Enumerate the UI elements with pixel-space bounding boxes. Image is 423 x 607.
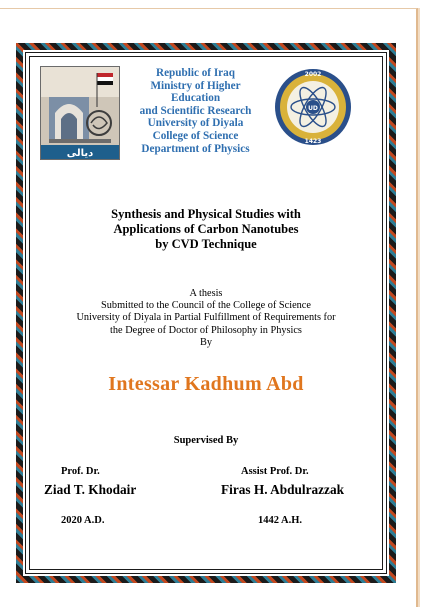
supervisor-1-rank: Prof. Dr. — [61, 466, 100, 477]
author-name: Intessar Kadhum Abd — [108, 373, 304, 395]
seal-year-bottom: 1423 — [304, 138, 322, 145]
institution-line: and Scientific Research — [139, 104, 252, 117]
submission-statement — [40, 288, 372, 349]
supervised-by-label: Supervised By — [173, 435, 239, 446]
title-line: Applications of Carbon Nanotubes — [113, 222, 299, 236]
title-line: Synthesis and Physical Studies with — [111, 207, 301, 221]
date-gregorian: 2020 A.D. — [61, 515, 105, 526]
logo-wordmark: ديالى — [66, 148, 94, 159]
college-seal — [273, 66, 353, 148]
supervisor-1-name: Ziad T. Khodair — [44, 482, 137, 497]
statement-line: University of Diyala in Partial Fulfillment of Requirements for — [76, 312, 336, 324]
statement-line: the Degree of Doctor of Philosophy in Physics — [110, 324, 302, 336]
institution-line: Ministry of Higher — [150, 79, 241, 92]
date-hijri: 1442 A.H. — [258, 515, 303, 526]
thesis-title — [40, 207, 372, 252]
statement-line: A thesis — [189, 288, 223, 299]
statement-line: By — [199, 336, 213, 348]
seal-center-text: UD — [308, 105, 318, 112]
seal-year-top: 2002 — [304, 71, 322, 78]
title-line: by CVD Technique — [155, 237, 257, 251]
supervisor-2-name: Firas H. Abdulrazzak — [221, 482, 345, 497]
institution-line: University of Diyala — [147, 117, 244, 130]
statement-line: Submitted to the Council of the College of Science — [101, 300, 311, 312]
supervisor-2-rank: Assist Prof. Dr. — [241, 466, 309, 477]
institution-line: Education — [170, 92, 221, 105]
institution-line: College of Science — [152, 129, 239, 142]
university-logo — [40, 66, 120, 160]
institution-block — [118, 67, 273, 155]
institution-line: Republic of Iraq — [156, 67, 235, 79]
institution-line: Department of Physics — [141, 142, 250, 155]
